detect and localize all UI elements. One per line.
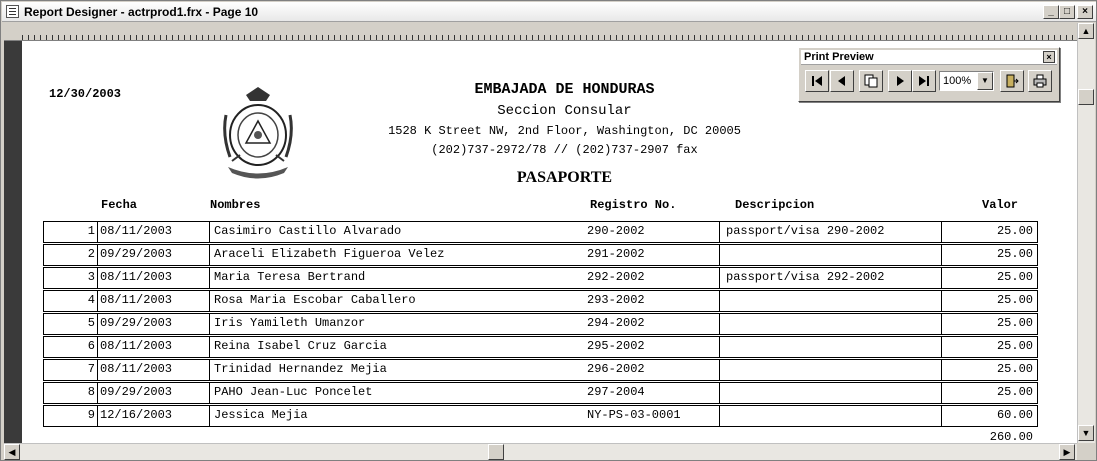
row-descripcion (720, 383, 942, 403)
row-number: 8 (44, 383, 98, 403)
row-valor: 25.00 (996, 362, 1033, 376)
table-row (43, 336, 1038, 358)
scroll-right-button[interactable]: ▶ (1059, 444, 1075, 460)
column-header-fecha: Fecha (101, 198, 138, 212)
next-page-icon (893, 74, 907, 88)
table-row (43, 405, 1038, 427)
print-preview-title[interactable] (801, 50, 1057, 65)
row-number: 9 (44, 406, 98, 426)
scroll-down-button[interactable]: ▼ (1078, 425, 1094, 441)
row-registro: 297-2004 (584, 383, 720, 403)
row-fecha: 08/11/2003 (98, 268, 210, 288)
row-fecha: 12/16/2003 (98, 406, 210, 426)
vertical-scroll-thumb[interactable] (1078, 89, 1094, 105)
coat-of-arms-image (218, 85, 298, 180)
close-preview-button[interactable] (1000, 70, 1024, 92)
row-nombre: Casimiro Castillo Alvarado (214, 224, 402, 238)
row-registro: 292-2002 (584, 268, 720, 288)
table-row (43, 267, 1038, 289)
row-fecha: 09/29/2003 (98, 314, 210, 334)
row-number: 2 (44, 245, 98, 265)
row-descripcion: passport/visa 292-2002 (720, 268, 942, 288)
row-valor: 25.00 (996, 293, 1033, 307)
printer-icon (1033, 74, 1047, 88)
title-bar[interactable] (2, 2, 1096, 22)
row-descripcion (720, 406, 942, 426)
phone: (202)737-2972/78 // (202)737-2907 fax (431, 143, 698, 157)
scrollbar-corner (1077, 443, 1095, 460)
row-fecha: 09/29/2003 (98, 383, 210, 403)
ruler (4, 23, 1077, 41)
row-fecha: 08/11/2003 (98, 222, 210, 242)
two-pages-icon (864, 74, 878, 88)
row-valor: 25.00 (996, 270, 1033, 284)
row-registro: 296-2002 (584, 360, 720, 380)
row-registro: 290-2002 (584, 222, 720, 242)
row-nombre: Maria Teresa Bertrand (214, 270, 366, 284)
row-nombre: Rosa Maria Escobar Caballero (214, 293, 416, 307)
row-nombre: Reina Isabel Cruz Garcia (214, 339, 387, 353)
column-header-registro: Registro No. (590, 198, 677, 212)
row-registro: 295-2002 (584, 337, 720, 357)
row-number: 5 (44, 314, 98, 334)
row-number: 4 (44, 291, 98, 311)
report-title: PASAPORTE (516, 169, 613, 186)
row-registro: 294-2002 (584, 314, 720, 334)
zoom-value: 100% (943, 75, 972, 87)
print-button[interactable] (1028, 70, 1052, 92)
row-nombre: Trinidad Hernandez Mejia (214, 362, 387, 376)
row-descripcion (720, 314, 942, 334)
row-descripcion (720, 337, 942, 357)
row-number: 7 (44, 360, 98, 380)
row-fecha: 08/11/2003 (98, 337, 210, 357)
row-nombre: Jessica Mejia (214, 408, 308, 422)
table-row (43, 382, 1038, 404)
last-page-button[interactable] (912, 70, 936, 92)
table-row (43, 244, 1038, 266)
zoom-dropdown-icon[interactable]: ▼ (977, 72, 993, 90)
table-row (43, 313, 1038, 335)
maximize-button[interactable]: □ (1059, 5, 1075, 19)
report-icon (6, 5, 19, 18)
first-page-button[interactable] (805, 70, 829, 92)
table-row (43, 359, 1038, 381)
close-button[interactable]: × (1077, 5, 1093, 19)
column-header-descripcion: Descripcion (735, 198, 815, 212)
window-title: Report Designer - actrprod1.frx - Page 10 (24, 5, 259, 19)
row-number: 6 (44, 337, 98, 357)
row-descripcion (720, 291, 942, 311)
row-fecha: 08/11/2003 (98, 360, 210, 380)
row-nombre: PAHO Jean-Luc Poncelet (214, 385, 373, 399)
row-fecha: 08/11/2003 (98, 291, 210, 311)
vertical-scrollbar[interactable] (1077, 23, 1095, 443)
row-descripcion (720, 360, 942, 380)
org-name: EMBAJADA DE HONDURAS (474, 81, 655, 98)
row-valor: 25.00 (996, 247, 1033, 261)
address: 1528 K Street NW, 2nd Floor, Washington, DC 20005 (388, 124, 741, 138)
horizontal-scrollbar[interactable] (4, 443, 1077, 460)
zoom-select[interactable] (939, 71, 994, 91)
last-page-icon (917, 74, 931, 88)
row-registro: 293-2002 (584, 291, 720, 311)
print-preview-toolbar[interactable] (798, 47, 1060, 102)
exit-door-icon (1005, 74, 1019, 88)
horizontal-scroll-thumb[interactable] (488, 444, 504, 460)
row-nombre: Iris Yamileth Umanzor (214, 316, 366, 330)
previous-page-button[interactable] (830, 70, 854, 92)
row-number: 1 (44, 222, 98, 242)
scroll-up-button[interactable]: ▲ (1078, 23, 1094, 39)
row-fecha: 09/29/2003 (98, 245, 210, 265)
row-valor: 25.00 (996, 385, 1033, 399)
print-preview-title-text: Print Preview (804, 51, 874, 63)
row-descripcion: passport/visa 290-2002 (720, 222, 942, 242)
next-page-button[interactable] (888, 70, 912, 92)
scroll-left-button[interactable]: ◀ (4, 444, 20, 460)
row-descripcion (720, 245, 942, 265)
first-page-icon (810, 74, 824, 88)
row-valor: 25.00 (996, 339, 1033, 353)
row-registro: NY-PS-03-0001 (584, 406, 720, 426)
row-registro: 291-2002 (584, 245, 720, 265)
report-date: 12/30/2003 (49, 87, 122, 101)
minimize-button[interactable]: _ (1043, 5, 1059, 19)
table-row (43, 221, 1038, 243)
total-value: 260.00 (989, 430, 1033, 443)
workspace-margin (4, 41, 22, 443)
previous-page-icon (835, 74, 849, 88)
section-name: Seccion Consular (497, 103, 632, 119)
print-preview-close-icon[interactable]: × (1043, 51, 1055, 63)
row-valor: 25.00 (996, 316, 1033, 330)
row-number: 3 (44, 268, 98, 288)
two-pages-button[interactable] (859, 70, 883, 92)
row-valor: 60.00 (996, 408, 1033, 422)
column-header-nombres: Nombres (210, 198, 261, 212)
table-row (43, 290, 1038, 312)
column-header-valor: Valor (982, 198, 1019, 212)
row-nombre: Araceli Elizabeth Figueroa Velez (214, 247, 445, 261)
row-valor: 25.00 (996, 224, 1033, 238)
